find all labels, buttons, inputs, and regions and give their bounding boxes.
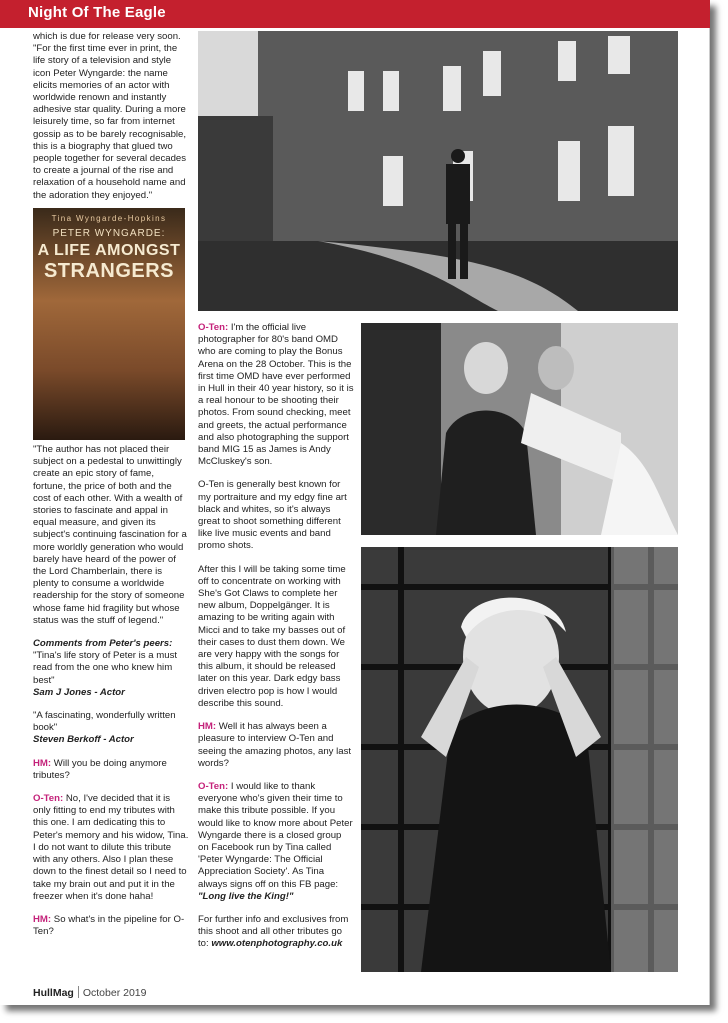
oten-text: I would like to thank everyone who's given their time to make this tribute possible. If you would like to know more about Peter Wyngarde there is a closed group on Facebook run by Tina called 'Peter Wyngarde: The Official Appreciation Society'. As Tina always signs off on this FB page: [198,780,353,890]
book-subtitle: PETER WYNGARDE: [52,228,166,239]
oten-label: O-Ten: [198,780,229,792]
woman-illustration [361,547,678,972]
hm-text: Will you be doing anymore tributes? [33,757,167,781]
peer1-name: Sam J Jones - Actor [33,686,125,698]
intro-paragraph: which is due for release very soon. "For the first time ever in print, the life story of a television and style icon Peter Wyngarde: the name elicits memories of an actor with worldwide renown and instantly adhesive star quality. During a more leisurely time, so far from internet gossip as to be barely recognisable, this is a biography that glued two people together for several decades to create a journal of the rise and relaxation of a household name and the adoration they enjoyed." [33,31,187,201]
column-1-lower [33,444,189,949]
paragraph: O-Ten is generally best known for my portraiture and my edgy fine art black and whites, so it's always great to shoot something different like live music events and band promo shots. [198,479,347,552]
oten-label: O-Ten: [198,322,229,333]
oten-text: I'm the official live photographer for 80's band OMD who are coming to play the Bonus Arena on the 28 October. This is the first time OMD have ever performed in Hull in their 40 year history, so it is a real honour to be shooting their photos. From sound checking, meet and greets, the actual performance and also photographing the support band MIG 15 as James is Andy McCluskey's son. [198,322,354,468]
footer-divider [78,986,79,998]
page-title: Night Of The Eagle [28,4,166,21]
building-illustration [198,31,678,311]
column-2 [198,322,354,962]
hm-text: So what's in the pipeline for O-Ten? [33,913,185,938]
column-1-top [33,31,189,213]
photo-couple-sofa [361,323,678,535]
peer2-name: Steven Berkoff - Actor [33,734,134,746]
footer [33,986,146,999]
peer2-block [33,710,189,747]
hm-question-3 [198,721,354,770]
book-title-line2: STRANGERS [43,260,175,282]
header-bar [0,0,710,28]
sofa-illustration [361,323,678,535]
hm-text: Well it has always been a pleasure to interview O-Ten and seeing the amazing photos, any last words? [198,721,352,769]
website-link[interactable]: www.otenphotography.co.uk [211,938,343,950]
hm-label: HM: [198,721,217,733]
hm-question-1 [33,758,189,782]
hm-label: HM: [33,913,52,925]
book-quote: "The author has not placed their subject on a pedestal to unwittingly create an epic story of fame, fortune, the price of both and the cost of each other. With a wealth of stories to fascinate and appal in equal measure, and given its subject's continuing fascination for a more worldly generation who would barely have heard of the power of the Lord Chamberlain, there is plenty to consume a worldwide readership for the story of someone whose fame hid fragility but whose status was the stuff of legend." [33,444,187,626]
hm-label: HM: [33,757,52,769]
final-text: For further info and exclusives from this shoot and all other tributes go to: [198,913,349,950]
book-cover-image [33,208,185,440]
peers-block [33,638,189,699]
final-paragraph [198,914,354,951]
footer-date: October 2019 [82,987,147,999]
signoff: "Long live the King!" [198,890,294,902]
book-author: Tina Wyngarde-Hopkins [51,214,167,223]
paragraph: After this I will be taking some time off to concentrate on working with She's Got Claws to complete her new album, Doppelgänger. It is amazing to be writing again with Micci and to take my basses out of their cases to dust them down. We are very happy with the songs for this album, it should be released later on this year. Dark edgy bass driven electro pop is how I would describe this sound. [198,563,346,709]
oten-label: O-Ten: [33,793,64,805]
oten-text: No, I've decided that it is only fitting to end my tributes with this one. I am dedicating this to Peter's memory and his widow, Tina. I do not want to dilute this tribute with any others. Also I plan these down to the finest detail so I need to take my brain out and put it in the freezer when it's done haha! [33,793,189,902]
oten-answer-1 [33,793,189,903]
footer-brand: HullMag [33,987,74,999]
peer1-quote: "Tina's life story of Peter is a must read from the one who knew him best" [33,650,178,686]
oten-answer-2 [198,322,354,468]
photo-woman-hands-on-head [361,547,678,972]
photo-building-man-walking [198,31,678,311]
peers-heading: Comments from Peter's peers: [33,638,173,650]
book-title-line1: A LIFE AMONGST [37,242,181,259]
oten-answer-3 [198,781,354,903]
peer2-quote: "A fascinating, wonderfully written book" [33,710,176,734]
hm-question-2 [33,914,189,938]
